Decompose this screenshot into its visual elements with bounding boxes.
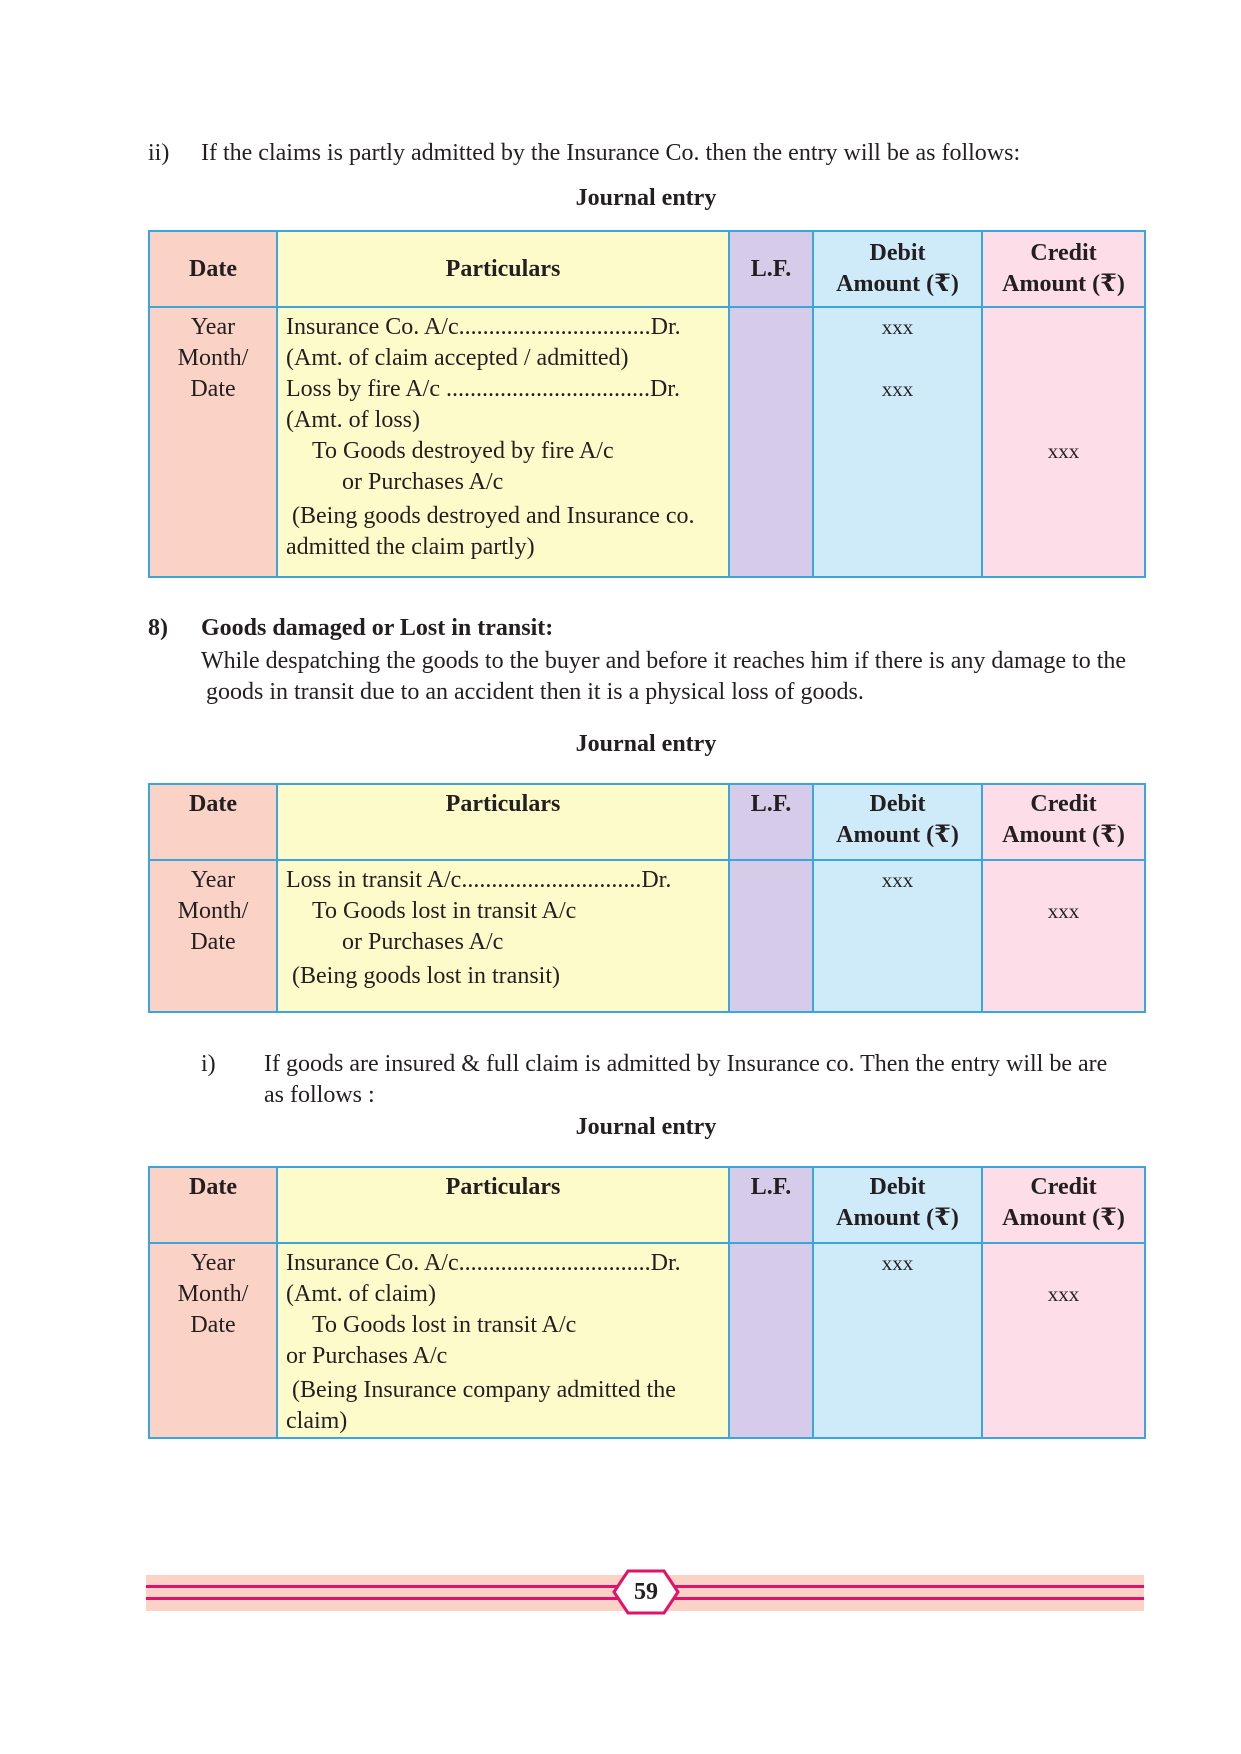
section-body-2: goods in transit due to an accident then it is a physical loss of goods. [206,679,864,705]
debit-header-line-2: Amount (₹) [836,822,959,848]
particulars-cell [277,307,729,577]
particulars-line: (Amt. of claim) [286,1281,436,1307]
debit-header-line-1: Debit [869,240,926,266]
particulars-line: or Purchases A/c [286,1343,448,1369]
credit-cell [982,1243,1145,1438]
debit-header-line-2: Amount (₹) [836,1205,959,1231]
sub-text-2: as follows : [264,1082,375,1108]
credit-cell [982,307,1145,577]
lf-header: L.F. [729,231,813,307]
particulars-line: (Being goods destroyed and Insurance co. [292,503,695,529]
particulars-line: admitted the claim partly) [286,534,535,560]
particulars-header: Particulars [277,231,729,307]
particulars-line: (Amt. of loss) [286,407,420,433]
particulars-cell [277,1243,729,1438]
date-month: Month/ [177,345,249,371]
section-heading: Goods damaged or Lost in transit: [201,615,554,641]
credit-amount: xxx [1047,1282,1080,1306]
credit-header-line-1: Credit [1030,1174,1097,1200]
date-year: Year [190,1250,236,1276]
date-year: Year [190,314,236,340]
credit-amount: xxx [1047,899,1080,923]
date-header: Date [149,1167,277,1243]
particulars-line: or Purchases A/c [342,469,504,495]
date-day: Date [190,929,236,955]
credit-header [982,784,1145,860]
lf-header: L.F. [729,1167,813,1243]
lf-cell [729,307,813,577]
debit-header [813,1167,982,1243]
credit-header-line-2: Amount (₹) [1002,1205,1125,1231]
intro-marker: ii) [148,140,170,166]
debit-header-line-1: Debit [869,791,926,817]
particulars-line: (Being goods lost in transit) [292,963,560,989]
particulars-line: Loss by fire A/c ..................................Dr. [286,376,680,402]
debit-cell [813,860,982,1012]
table-header-row [149,1167,1145,1243]
particulars-line: (Being Insurance company admitted the [292,1377,676,1403]
date-header: Date [149,784,277,860]
date-cell [149,1243,277,1438]
particulars-line: (Amt. of claim accepted / admitted) [286,345,629,371]
lf-cell [729,860,813,1012]
debit-header [813,784,982,860]
date-cell [149,860,277,1012]
journal-table-1 [148,230,1146,578]
table-row [149,1243,1145,1438]
particulars-line: Loss in transit A/c..............................Dr. [286,867,672,893]
debit-cell [813,307,982,577]
particulars-cell [277,860,729,1012]
journal-entry-title-2: Journal entry [575,731,717,757]
debit-header-line-2: Amount (₹) [836,271,959,297]
sub-text-1: If goods are insured & full claim is admitted by Insurance co. Then the entry will be are [264,1051,1108,1077]
date-month: Month/ [177,1281,249,1307]
particulars-line: To Goods destroyed by fire A/c [312,438,614,464]
table-row [149,307,1145,577]
lf-cell [729,1243,813,1438]
particulars-line: Insurance Co. A/c................................Dr. [286,314,681,340]
credit-header-line-2: Amount (₹) [1002,271,1125,297]
sub-marker: i) [201,1051,216,1077]
credit-amount: xxx [1047,439,1080,463]
particulars-header: Particulars [277,1167,729,1243]
debit-amount: xxx [881,868,914,892]
particulars-line: To Goods lost in transit A/c [312,1312,577,1338]
date-year: Year [190,867,236,893]
date-month: Month/ [177,898,249,924]
date-header: Date [149,231,277,307]
journal-entry-title-3: Journal entry [575,1114,717,1140]
journal-table-2 [148,783,1146,1013]
table-header-row [149,784,1145,860]
debit-cell [813,1243,982,1438]
page-number: 59 [634,1579,658,1605]
debit-header [813,231,982,307]
date-day: Date [190,376,236,402]
table-row [149,860,1145,1012]
journal-entry-title-1: Journal entry [575,185,717,211]
date-day: Date [190,1312,236,1338]
section-number: 8) [148,615,168,641]
table-header-row [149,231,1145,307]
lf-header: L.F. [729,784,813,860]
particulars-line: Insurance Co. A/c................................Dr. [286,1250,681,1276]
credit-header [982,1167,1145,1243]
credit-header-line-2: Amount (₹) [1002,822,1125,848]
particulars-line: or Purchases A/c [342,929,504,955]
debit-amount: xxx [881,1251,914,1275]
debit-header-line-1: Debit [869,1174,926,1200]
intro-text: If the claims is partly admitted by the Insurance Co. then the entry will be as follows: [201,140,1021,166]
debit-amount: xxx [881,377,914,401]
journal-table-3 [148,1166,1146,1439]
section-body-1: While despatching the goods to the buyer and before it reaches him if there is any damage to the [201,648,1127,674]
particulars-header: Particulars [277,784,729,860]
particulars-line: claim) [286,1408,348,1434]
credit-header-line-1: Credit [1030,791,1097,817]
credit-header [982,231,1145,307]
particulars-line: To Goods lost in transit A/c [312,898,577,924]
credit-cell [982,860,1145,1012]
credit-header-line-1: Credit [1030,240,1097,266]
date-cell [149,307,277,577]
debit-amount: xxx [881,315,914,339]
